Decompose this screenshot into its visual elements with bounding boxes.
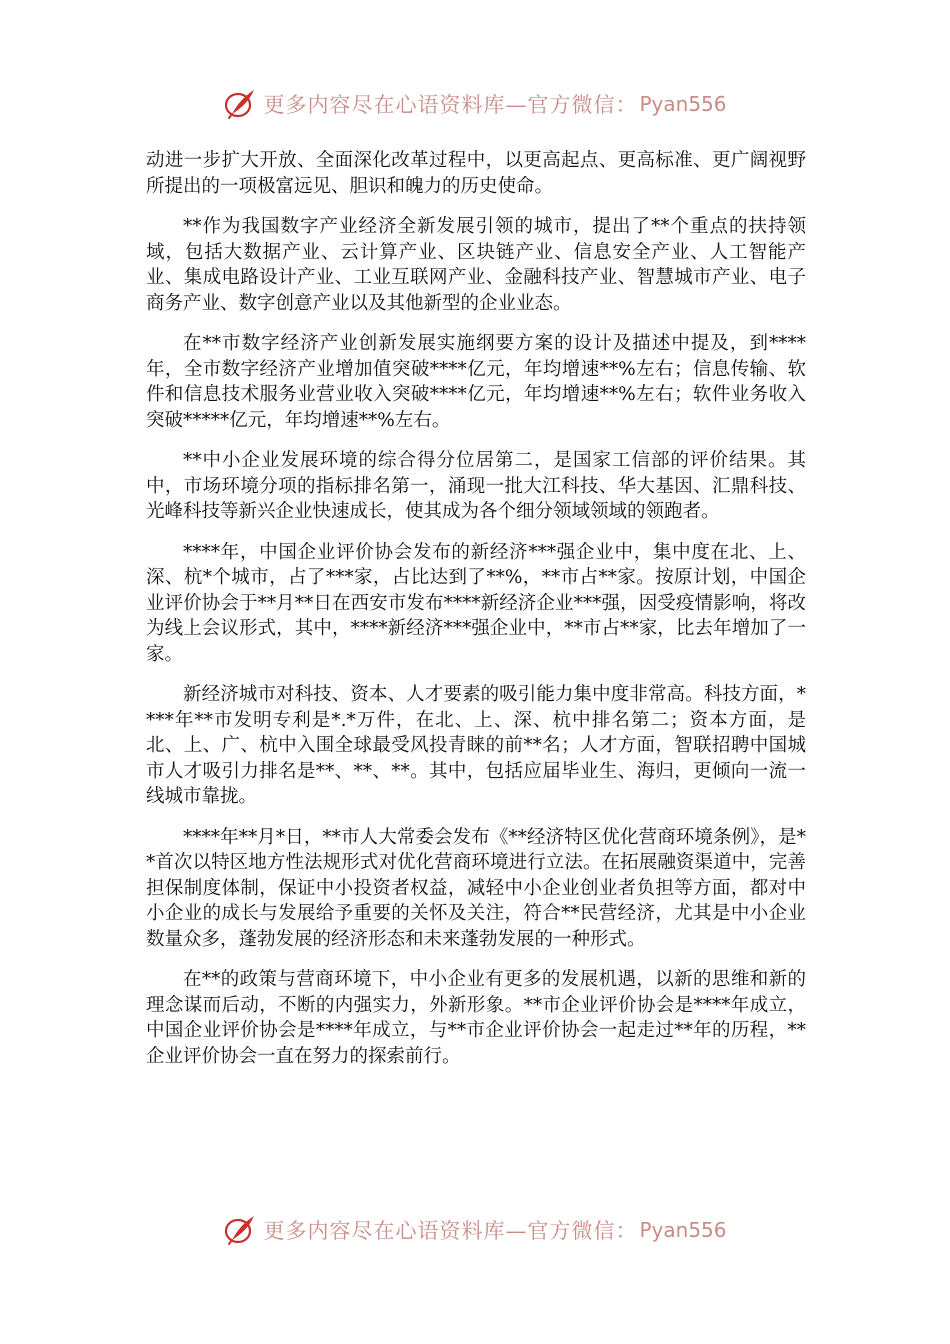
- quill-pen-logo-icon: [223, 87, 257, 121]
- paragraph-6: 新经济城市对科技、资本、人才要素的吸引能力集中度非常高。科技方面，****年**市发明专利是*.*万件，在北、上、深、杭中排名第二；资本方面，是北、上、广、杭中入围全球最受风投青睐的前**名；人才方面，智联招聘中国城市人才吸引力排名是**、**、**。其中，包括应届毕业生、海归，更倾向一流一线城市靠拢。: [146, 684, 806, 807]
- paragraph-3: 在**市数字经济产业创新发展实施纲要方案的设计及描述中提及，到****年，全市数字经济产业增加值突破****亿元，年均增速**%左右；信息传输、软件和信息技术服务业营业收入突破****亿元，年均增速**%左右；软件业务收入突破*****亿元，年均增速**%左右。: [146, 333, 806, 431]
- paragraph-5: ****年，中国企业评价协会发布的新经济***强企业中，集中度在北、上、深、杭*个城市，占了***家，占比达到了**%，**市占**家。按原计划，中国企业评价协会于**月**日在西安市发布****新经济企业***强，因受疫情影响，将改为线上会议形式，其中，****新经济***强企业中，**市占**家，比去年增加了一家。: [146, 541, 806, 665]
- paragraph-2: **作为我国数字产业经济全新发展引领的城市，提出了**个重点的扶持领域，包括大数据产业、云计算产业、区块链产业、信息安全产业、人工智能产业、集成电路设计产业、工业互联网产业、金融科技产业、智慧城市产业、电子商务产业、数字创意产业以及其他新型的企业业态。: [146, 216, 806, 314]
- footer-watermark-banner: [0, 1210, 950, 1250]
- paragraph-7: ****年**月*日，**市人大常委会发布《**经济特区优化营商环境条例》，是**首次以特区地方性法规形式对优化营商环境进行立法。在拓展融资渠道中，完善担保制度体制，保证中小投资者权益，减轻中小企业创业者负担等方面，都对中小企业的成长与发展给予重要的关怀及关注，符合**民营经济，尤其是中小企业数量众多，蓬勃发展的经济形态和未来蓬勃发展的一种形式。: [146, 826, 806, 950]
- paragraph-8: 在**的政策与营商环境下，中小企业有更多的发展机遇，以新的思维和新的理念谋而后动，不断的内强实力，外新形象。**市企业评价协会是****年成立，中国企业评价协会是****年成立，与**市企业评价协会一起走过**年的历程，**企业评价协会一直在努力的探索前行。: [146, 969, 806, 1067]
- quill-pen-logo-icon: [223, 1213, 257, 1247]
- document-body: [146, 148, 806, 1084]
- banner-text: 更多内容尽在心语资料库—官方微信：: [263, 93, 638, 117]
- paragraph-1: 动进一步扩大开放、全面深化改革过程中，以更高起点、更高标准、更广阔视野所提出的一项极富远见、胆识和魄力的历史使命。: [146, 150, 806, 197]
- wechat-id: Pyan556: [639, 92, 727, 116]
- banner-text: 更多内容尽在心语资料库—官方微信：: [263, 1219, 638, 1243]
- header-watermark-banner: [0, 84, 950, 124]
- wechat-id: Pyan556: [639, 1218, 727, 1242]
- paragraph-4: **中小企业发展环境的综合得分位居第二，是国家工信部的评价结果。其中，市场环境分项的指标排名第一，涌现一批大江科技、华大基因、汇鼎科技、光峰科技等新兴企业快速成长，使其成为各个细分领域领域的领跑者。: [146, 450, 806, 522]
